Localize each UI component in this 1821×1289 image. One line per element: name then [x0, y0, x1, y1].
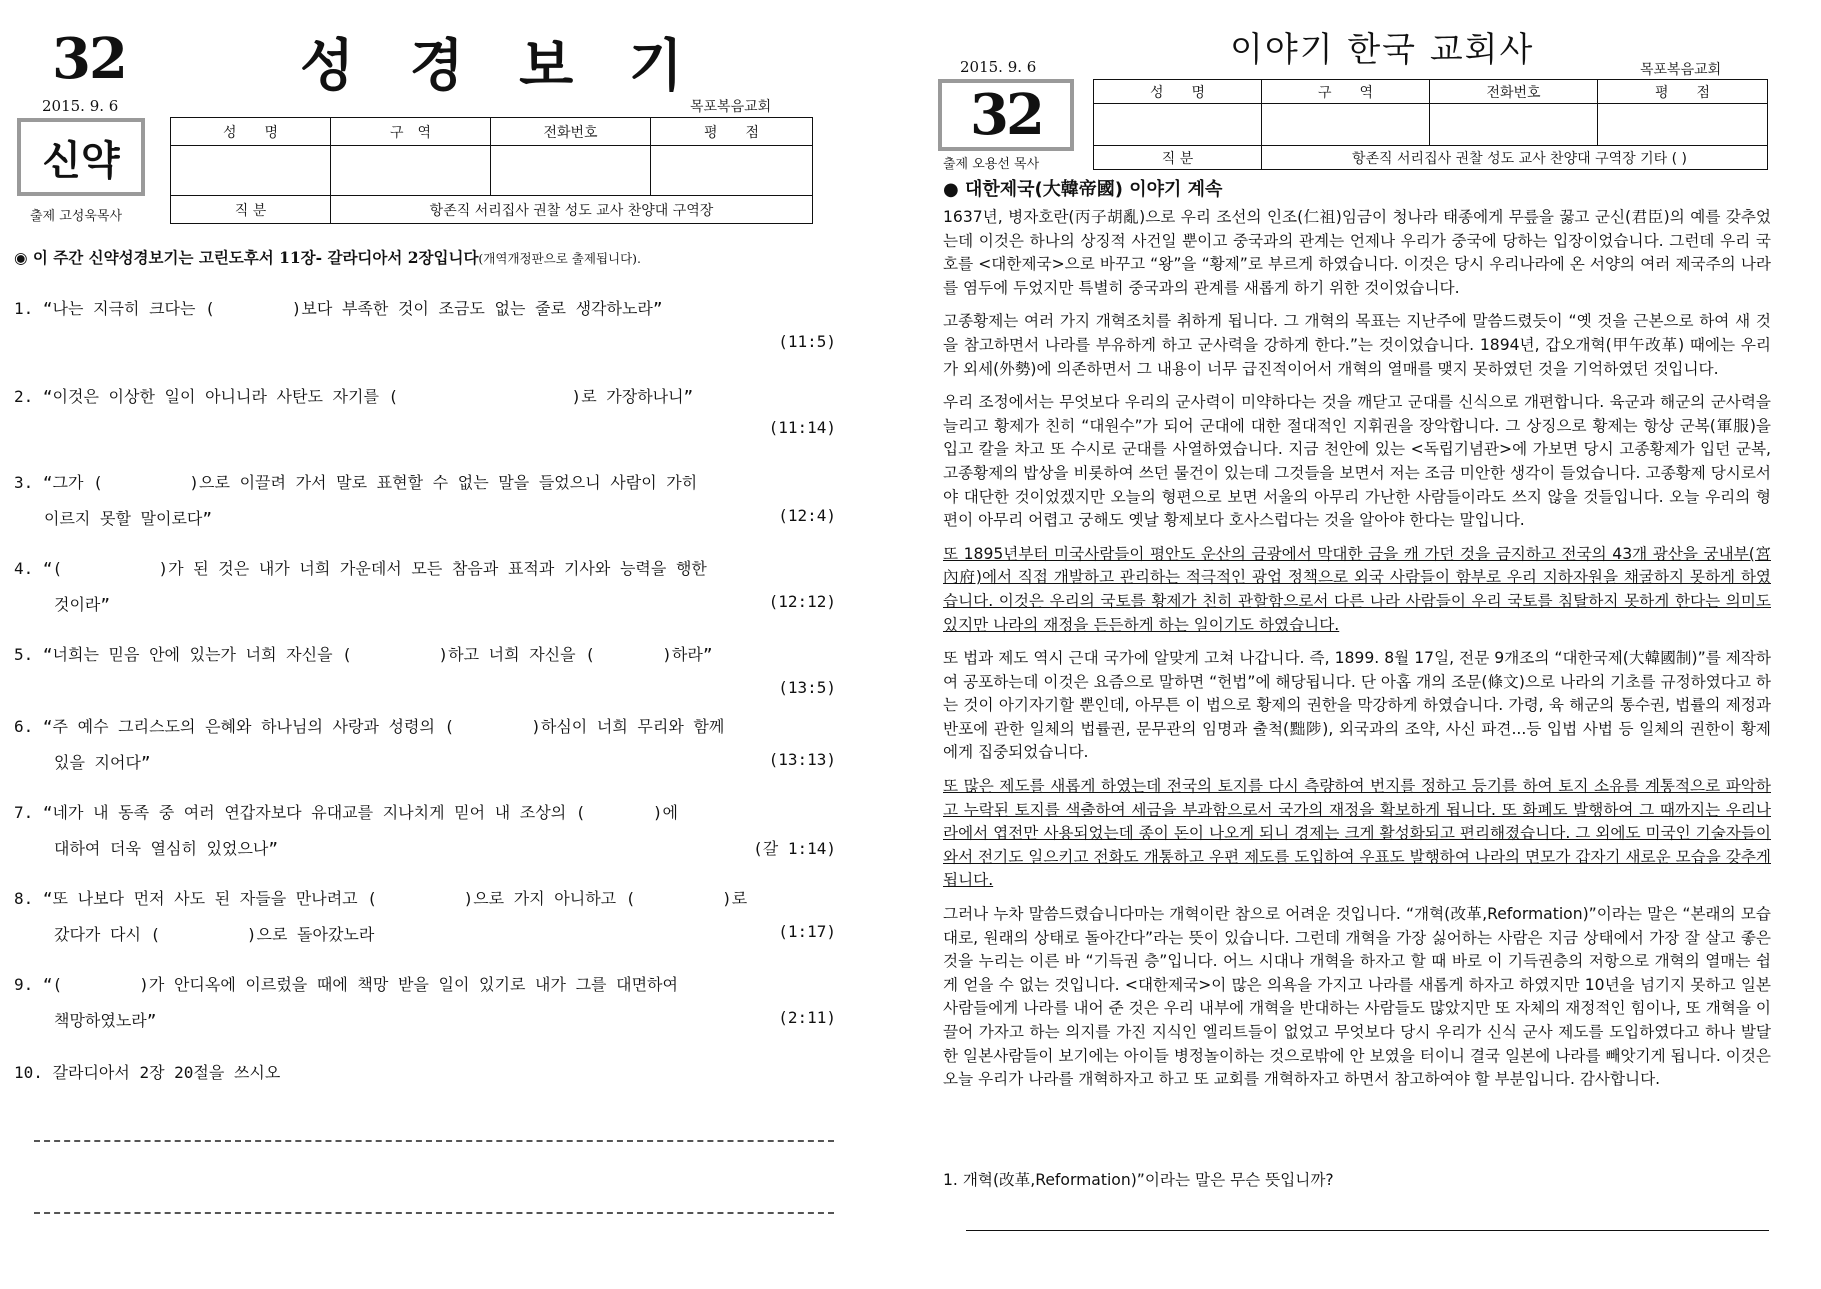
story-role-options[interactable]: 항존직 서리집사 권찰 성도 교사 찬양대 구역장 기타 ( )	[1262, 146, 1768, 170]
question-9-ref: (2:11)	[778, 1008, 836, 1027]
header-district: 구 역	[331, 118, 491, 146]
question-9: 9. “( )가 안디옥에 이르렀을 때에 책망 받을 일이 있기로 내가 그를 대면하여	[14, 975, 678, 994]
paragraph-3: 우리 조정에서는 무엇보다 우리의 군사력이 미약하다는 것을 깨닫고 군대를 신식으로 개편합니다. 육군과 해군의 군사력을 늘리고 황제가 친히 “대원수”가 되어 군대에 대한 절대적인 지휘권을 장악합니다. 그 상징으로 황제는 항상 군복(軍服)을 입고 칼을 차고 또 수시로 군대를 사열하였습니다. 지금 천안에 있는 <독립기념관>에 가보면 당시 고종황제가 입던 군복, 고종황제의 밥상을 비롯하여 쓰던 물건이 있는데 그것들을 보면서 저는 조금 미안한 생각이 들었습니다. 고종황제 당시로서야 대단한 것이었겠지만 오늘의 형편으로 보면 서울의 아무리 가난한 사람들이라도 쓰지 않을 것들입니다. 오늘 우리의 형편이 아무리 어렵고 궁해도 옛날 황제보다 호사스럽다는 것을 알아야 한다는 말입니다.	[943, 393, 1771, 530]
question-8-cont: 갔다가 다시 ( )으로 돌아갔노라	[54, 925, 375, 944]
question-4-cont: 것이라”	[54, 595, 111, 614]
story-issue-number: 32	[970, 82, 1042, 148]
question-7-ref: (갈 1:14)	[753, 839, 836, 858]
question-8: 8. “또 나보다 먼저 사도 된 자들을 만나려고 ( )으로 가지 아니하고 ( )로	[14, 889, 748, 908]
page-title: 성 경 보 기	[300, 33, 701, 99]
intro-text: ◉ 이 주간 신약성경보기는 고린도후서 11장- 갈라디아서 2장입니다	[14, 248, 479, 267]
story-respondent-table	[1093, 79, 1768, 170]
question-5-ref: (13:5)	[778, 678, 836, 697]
question-7: 7. “네가 내 동족 중 여러 연갑자보다 유대교를 지나치게 믿어 내 조상의 ( )에	[14, 803, 678, 822]
question-8-ref: (1:17)	[778, 922, 836, 941]
intro-note: (개역개정판으로 출제됩니다).	[478, 251, 642, 266]
issue-number: 32	[52, 26, 126, 92]
paragraph-7: 그러나 누차 말씀드렸습니다마는 개혁이란 참으로 어려운 것입니다. “개혁(改革,Reformation)”이라는 말은 “본래의 모습대로, 원래의 상태로 돌아간다”라는 뜻이 있습니다. 그런데 개혁을 가장 싫어하는 사람은 지금 상태에서 가장 잘 살고 좋은 것을 누리는 이른 바 “기득권 층”입니다. 어느 시대나 개혁을 하자고 할 때 바로 이 기득권층의 저항으로 개혁의 열매는 쉽게 얻을 수 없는 것입니다. <대한제국>이 많은 의욕을 가지고 나라를 새롭게 하자고 하였지만 10년을 넘기지 못하고 일본사람들에게 나라를 내어 준 것은 우리 내부에 개혁을 반대하는 사람들도 많았지만 또 자체의 재정적인 힘이나, 또 개혁을 이끌어 가자고 하는 의지를 가진 지식인 엘리트들이 없었고 무엇보다 당시 우리가 신식 군사 제도를 도입하였다고 하나 발달한 일본사람들이 보기에는 아이들 병정놀이하는 것으로밖에 안 보였을 터이니 결국 일본에 나라를 빼앗기게 됩니다. 이것은 오늘 우리가 나라를 개혁하자고 하고 또 교회를 개혁하자고 하면서 참고하여야 할 부분입니다. 감사합니다.	[943, 905, 1772, 1089]
question-4: 4. “( )가 된 것은 내가 너희 가운데서 모든 참음과 표적과 기사와 능력을 행한	[14, 559, 707, 578]
header-name: 성 명	[171, 118, 331, 146]
story-issue-badge	[938, 79, 1074, 151]
story-header-score: 평 점	[1598, 80, 1768, 104]
question-1: 1. “나는 지극히 크다는 ( )보다 부족한 것이 조금도 없는 줄로 생각하노라”	[14, 299, 663, 318]
question-7-cont: 대하여 더욱 열심히 있었으나”	[54, 839, 279, 858]
paragraph-1: 1637년, 병자호란(丙子胡亂)으로 우리 조선의 인조(仁祖)임금이 청나라 태종에게 무릎을 꿇고 군신(君臣)의 예를 갖추었는데 이것은 하나의 상징적 사건일 뿐이고 중국과의 관계는 언제나 우리가 중국에 당하는 입장이었습니다. 그런데 우리 국호를 <대한제국>으로 바꾸고 “왕”을 “황제”로 부르게 하였습니다. 이것은 당시 우리나라에 온 서양의 여러 제국주의 나라를 염두에 두었지만 특별히 중국과의 관계를 새롭게 하기 위한 것이었습니다.	[943, 208, 1771, 297]
district-field[interactable]	[331, 146, 491, 196]
answer-line-1[interactable]	[34, 1140, 834, 1142]
question-6-ref: (13:13)	[768, 750, 836, 769]
story-name-field[interactable]	[1094, 104, 1262, 146]
story-date: 2015. 9. 6	[960, 58, 1037, 76]
question-9-cont: 책망하였노라”	[54, 1011, 157, 1030]
paragraph-5: 또 법과 제도 역시 근대 국가에 알맞게 고쳐 나갑니다. 즉, 1899. 8월 17일, 전문 9개조의 “대한국제(大韓國制)”를 제작하여 공포하는데 이것은 요즘으로 말하면 “헌법”에 해당됩니다. 단 아홉 개의 조문(條文)으로 나라의 기초를 규정하였다고 하는 것이 아기자기할 뿐인데, 아무튼 이 법으로 황제의 권한을 막강하게 하였습니다. 가령, 육 해군의 통수권, 법률의 제정과 반포에 관한 일체의 법률권, 문무관의 임명과 출척(黜陟), 외국과의 조약, 사신 파견...등 입법 사법 등 일체의 권한이 황제에게 집중되었습니다.	[943, 649, 1771, 762]
question-3-cont: 이르지 못할 말이로다”	[44, 509, 213, 528]
question-10: 10. 갈라디아서 2장 20절을 쓰시오	[14, 1063, 281, 1082]
question-6-cont: 있을 지어다”	[54, 753, 151, 772]
story-phone-field[interactable]	[1430, 104, 1598, 146]
paragraph-4: 또 1895년부터 미국사람들이 평안도 운산의 금광에서 막대한 금을 캐 가던 것을 금지하고 전국의 43개 광산을 궁내부(宮內府)에서 직접 개발하고 관리하는 적극적인 광업 정책으로 외국 사람들이 함부로 우리 지하자원을 채굴하지 못하게 하였습니다. 이것은 우리의 국토를 황제가 친히 관할함으로서 다른 나라 사람들이 우리 국토를 침탈하지 못하게 한다는 의미도 있지만 나라의 재정을 든든하게 하는 일이기도 하였습니다.	[943, 544, 1771, 634]
question-3: 3. “그가 ( )으로 이끌려 가서 말로 표현할 수 없는 말을 들었으니 사람이 가히	[14, 473, 698, 492]
article-body	[943, 206, 1771, 1102]
role-label: 직 분	[171, 196, 331, 224]
author-credit: 출제 고성욱목사	[30, 209, 123, 224]
badge-label: 신약	[42, 137, 120, 184]
story-district-field[interactable]	[1262, 104, 1430, 146]
story-header-district: 구 역	[1262, 80, 1430, 104]
header-phone: 전화번호	[491, 118, 651, 146]
story-church-name: 목포복음교회	[1640, 62, 1722, 78]
question-6: 6. “주 예수 그리스도의 은혜와 하나님의 사랑과 성령의 ( )하심이 너희 무리와 함께	[14, 717, 725, 736]
story-author-credit: 출제 오용선 목사	[943, 157, 1040, 172]
respondent-info-table	[170, 117, 813, 224]
name-field[interactable]	[171, 146, 331, 196]
question-4-ref: (12:12)	[768, 592, 836, 611]
score-field	[651, 146, 813, 196]
story-answer-line[interactable]	[966, 1230, 1769, 1231]
story-header-name: 성 명	[1094, 80, 1262, 104]
story-role-label: 직 분	[1094, 146, 1262, 170]
story-question-1: 1. 개혁(改革,Reformation)”이라는 말은 무슨 뜻입니까?	[943, 1171, 1334, 1189]
question-1-ref: (11:5)	[778, 332, 836, 351]
church-name: 목포복음교회	[690, 99, 772, 115]
story-score-field	[1598, 104, 1768, 146]
header-score: 평 점	[651, 118, 813, 146]
section-heading: ● 대한제국(大韓帝國) 이야기 계속	[943, 179, 1223, 200]
issue-date: 2015. 9. 6	[42, 97, 119, 115]
question-2: 2. “이것은 이상한 일이 아니니라 사탄도 자기를 ( )로 가장하나니”	[14, 387, 694, 406]
question-5: 5. “너희는 믿음 안에 있는가 너희 자신을 ( )하고 너희 자신을 ( )하라”	[14, 645, 713, 664]
question-3-ref: (12:4)	[778, 506, 836, 525]
story-header-phone: 전화번호	[1430, 80, 1598, 104]
story-title: 이야기 한국 교회사	[1230, 30, 1535, 70]
paragraph-2: 고종황제는 여러 가지 개혁조치를 취하게 됩니다. 그 개혁의 목표는 지난주에 말씀드렸듯이 “옛 것을 근본으로 하여 새 것을 참고하면서 나라를 부유하게 하고 군사력을 강하게 한다.”는 것이었습니다. 1894년, 갑오개혁(甲午改革) 때에는 우리가 외세(外勢)에 의존하면서 그 내용이 너무 급진적이어서 개혁의 열매를 맺지 못하였던 것을 기억하였던 것입니다.	[943, 312, 1771, 378]
answer-line-2[interactable]	[34, 1212, 834, 1214]
testament-badge	[17, 118, 145, 196]
question-2-ref: (11:14)	[768, 418, 836, 437]
paragraph-6: 또 많은 제도를 새롭게 하였는데 전국의 토지를 다시 측량하여 번지를 정하고 등기를 하여 토지 소유를 계통적으로 파악하고 누락된 토지를 색출하여 세금을 부과함으로서 국가의 재정을 확보하게 됩니다. 또 화폐도 발행하여 그 때까지는 우리나라에서 엽전만 사용되었는데 종이 돈이 나오게 되니 경제는 크게 활성화되고 편리해졌습니다. 그 외에도 미국인 기술자들이 와서 전기도 일으키고 전화도 개통하고 우편 제도를 도입하여 우표도 발행하여 나라의 면모가 갑자기 새로운 모습을 갖추게 됩니다.	[943, 777, 1771, 890]
phone-field[interactable]	[491, 146, 651, 196]
weekly-intro	[14, 246, 641, 268]
role-options[interactable]: 항존직 서리집사 권찰 성도 교사 찬양대 구역장	[331, 196, 813, 224]
